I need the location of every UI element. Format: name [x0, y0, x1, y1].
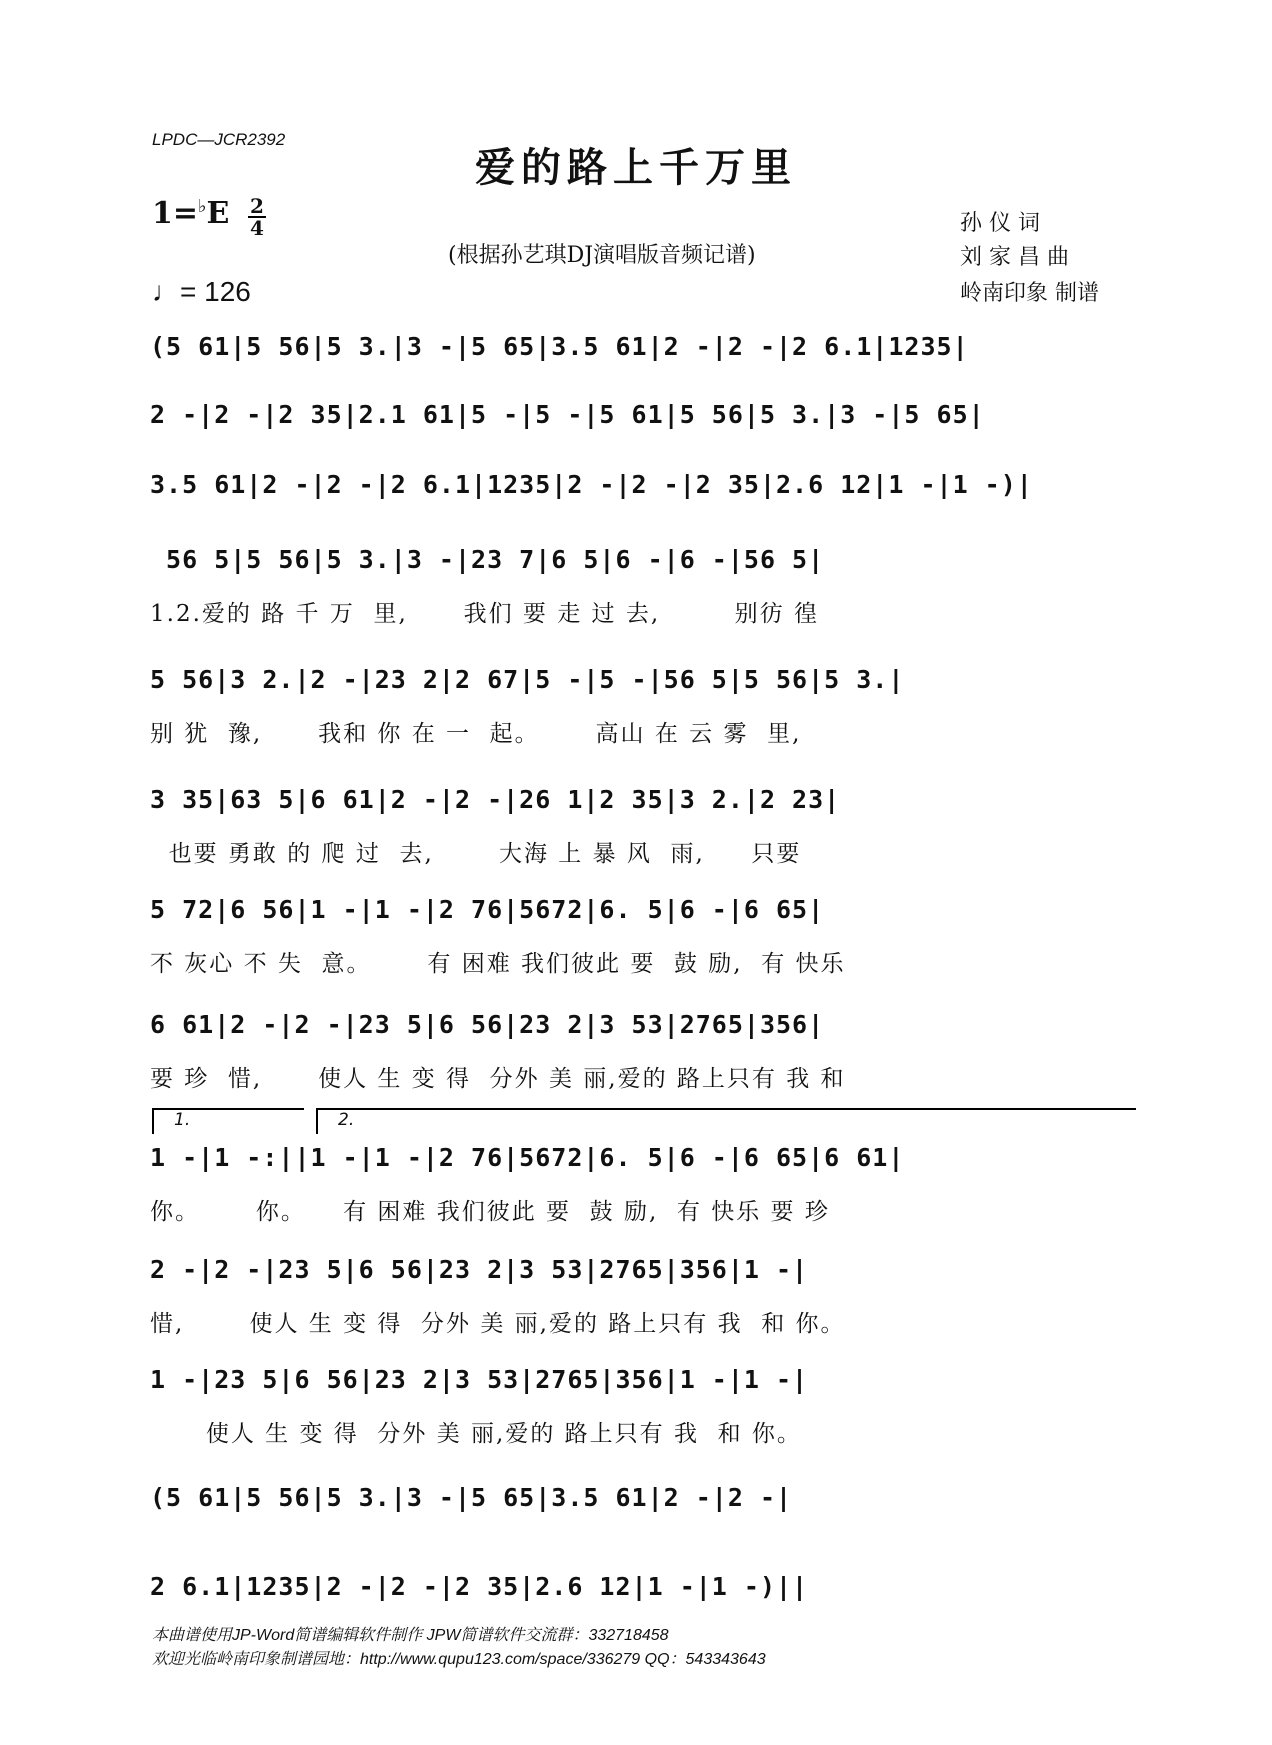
- score-code: LPDC—JCR2392: [152, 130, 286, 149]
- music-line: (5 61|5 56|5 3.|3 -|5 65|3.5 61|2 -|2 -|2 6.1|1235|: [150, 332, 969, 361]
- lyric-line: 不 灰心 不 失 意。 有 困难 我们彼此 要 鼓 励, 有 快乐: [150, 951, 846, 977]
- arranger-credit: 岭南印象 制谱: [960, 281, 1099, 306]
- composer-credit: 刘 家 昌 曲: [960, 245, 1069, 270]
- music-line: 2 6.1|1235|2 -|2 -|2 35|2.6 12|1 -|1 -)||: [150, 1572, 809, 1601]
- music-line: 2 -|2 -|2 35|2.1 61|5 -|5 -|5 61|5 56|5 3.|3 -|5 65|: [150, 400, 985, 429]
- lyric-line: 使人 生 变 得 分外 美 丽,爱的 路上只有 我 和 你。: [150, 1421, 802, 1447]
- volta-first-ending: [152, 1108, 304, 1134]
- time-top: 2: [250, 194, 264, 218]
- lyric-line: 你。 你。 有 困难 我们彼此 要 鼓 励, 有 快乐 要 珍: [150, 1199, 830, 1225]
- music-line: 1 -|1 -:||1 -|1 -|2 76|5672|6. 5|6 -|6 65|6 61|: [150, 1143, 905, 1172]
- page-title: 爱的路上千万里: [475, 144, 797, 191]
- tempo-marking: [152, 276, 251, 308]
- source-note: (根据孙艺琪DJ演唱版音频记谱): [448, 243, 756, 268]
- key-signature: [152, 196, 229, 231]
- lyric-line: 1.2.爱的 路 千 万 里, 我们 要 走 过 去, 别彷 徨: [150, 601, 819, 627]
- key-letter: E: [206, 196, 230, 231]
- footer-software-note: 本曲谱使用JP-Word简谱编辑软件制作 JPW简谱软件交流群：332718458: [152, 1627, 669, 1644]
- flat-icon: ♭: [198, 196, 207, 217]
- footer-website-note: 欢迎光临岭南印象制谱园地：http://www.qupu123.com/space/336279 QQ：543343643: [152, 1651, 766, 1668]
- key-prefix: 1=: [152, 196, 199, 231]
- volta-1-label: 1.: [174, 1110, 191, 1130]
- music-line: 6 61|2 -|2 -|23 5|6 56|23 2|3 53|2765|356|: [150, 1010, 825, 1039]
- lyric-line: 惜, 使人 生 变 得 分外 美 丽,爱的 路上只有 我 和 你。: [150, 1311, 846, 1337]
- lyric-line: 也要 勇敢 的 爬 过 去, 大海 上 暴 风 雨, 只要: [150, 841, 802, 867]
- time-signature: [246, 196, 268, 238]
- music-line: 3 35|63 5|6 61|2 -|2 -|26 1|2 35|3 2.|2 23|: [150, 785, 841, 814]
- music-line: 1 -|23 5|6 56|23 2|3 53|2765|356|1 -|1 -|: [150, 1365, 809, 1394]
- lyric-line: 别 犹 豫, 我和 你 在 一 起。 高山 在 云 雾 里,: [150, 721, 802, 747]
- music-line: (5 61|5 56|5 3.|3 -|5 65|3.5 61|2 -|2 -|: [150, 1483, 793, 1512]
- volta-second-ending: [316, 1108, 1136, 1134]
- music-line: 56 5|5 56|5 3.|3 -|23 7|6 5|6 -|6 -|56 5|: [150, 545, 825, 574]
- music-line: 5 72|6 56|1 -|1 -|2 76|5672|6. 5|6 -|6 65|: [150, 895, 825, 924]
- music-line: 3.5 61|2 -|2 -|2 6.1|1235|2 -|2 -|2 35|2.6 12|1 -|1 -)|: [150, 470, 1033, 499]
- time-bottom: 4: [250, 216, 264, 240]
- lyricist-credit: 孙 仪 词: [960, 211, 1040, 236]
- volta-2-label: 2.: [338, 1110, 355, 1130]
- quarter-note-icon: ♩: [152, 276, 180, 307]
- tempo-value: = 126: [180, 276, 251, 307]
- lyric-line: 要 珍 惜, 使人 生 变 得 分外 美 丽,爱的 路上只有 我 和: [150, 1066, 846, 1092]
- music-line: 2 -|2 -|23 5|6 56|23 2|3 53|2765|356|1 -|: [150, 1255, 809, 1284]
- music-line: 5 56|3 2.|2 -|23 2|2 67|5 -|5 -|56 5|5 56|5 3.|: [150, 665, 905, 694]
